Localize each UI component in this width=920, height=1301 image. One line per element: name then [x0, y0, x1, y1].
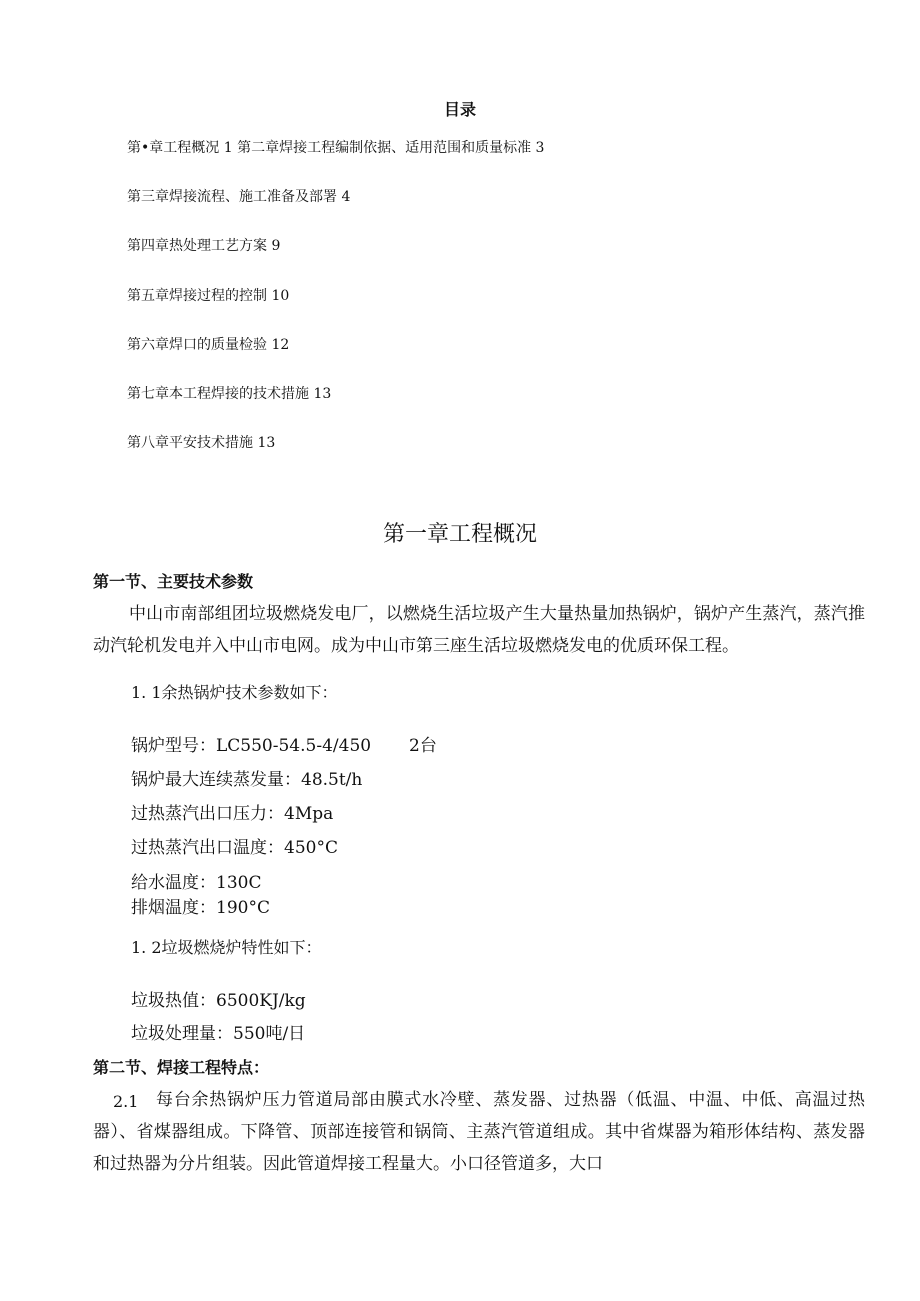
toc-item[interactable]: 第七章本工程焊接的技术措施 13 [127, 386, 332, 402]
param-line: 给水温度：130C [131, 873, 262, 893]
boiler-params-heading: 1. 1余热锅炉技术参数如下： [131, 683, 338, 702]
toc-item[interactable]: 第•章工程概况 1 第二章焊接工程编制依据、适用范围和质量标准 3 [127, 140, 545, 156]
toc-item[interactable]: 第六章焊口的质量检验 12 [127, 337, 290, 353]
toc-title: 目录 [443, 100, 476, 119]
section-heading: 第二节、焊接工程特点： [93, 1058, 270, 1077]
section-heading: 第一节、主要技术参数 [93, 572, 254, 591]
param-line: 排烟温度：190°C [131, 898, 270, 918]
param-line: 过热蒸汽出口压力：4Mpa [131, 804, 334, 824]
incinerator-params-heading: 1. 2垃圾燃烧炉特性如下： [131, 938, 322, 957]
param-line: 锅炉最大连续蒸发量：48.5t/h [131, 770, 363, 790]
param-extra: 2台 [409, 736, 437, 756]
toc-item[interactable]: 第五章焊接过程的控制 10 [127, 288, 290, 304]
body-paragraph: 每台余热锅炉压力管道局部由膜式水冷壁、蒸发器、过热器（低温、中温、中低、高温过热器）、省煤器组成。下降管、顶部连接管和锅筒、主蒸汽管道组成。其中省煤器为箱形体结构、蒸发器和过热器为分片组装。因此管道焊接工程量大。小口径管道多，大口 [93, 1090, 865, 1174]
toc-item[interactable]: 第三章焊接流程、施工准备及部署 4 [127, 189, 351, 205]
param-line: 过热蒸汽出口温度：450°C [131, 838, 338, 858]
toc-item[interactable]: 第四章热处理工艺方案 9 [127, 238, 281, 254]
intro-paragraph: 中山市南部组团垃圾燃烧发电厂，以燃烧生活垃圾产生大量热量加热锅炉，锅炉产生蒸汽，蒸汽推动汽轮机发电并入中山市电网。成为中山市第三座生活垃圾燃烧发电的优质环保工程。 [93, 604, 865, 656]
chapter-title: 第一章工程概况 [382, 522, 537, 547]
item-number: 2.1 [113, 1092, 139, 1111]
param-line [131, 731, 437, 756]
param-label: 锅炉型号：LC550-54.5-4/450 [131, 736, 372, 756]
param-line: 垃圾处理量：550吨/日 [131, 1024, 306, 1044]
toc-item[interactable]: 第八章平安技术措施 13 [127, 435, 276, 451]
param-line: 垃圾热值：6500KJ/kg [131, 991, 306, 1011]
